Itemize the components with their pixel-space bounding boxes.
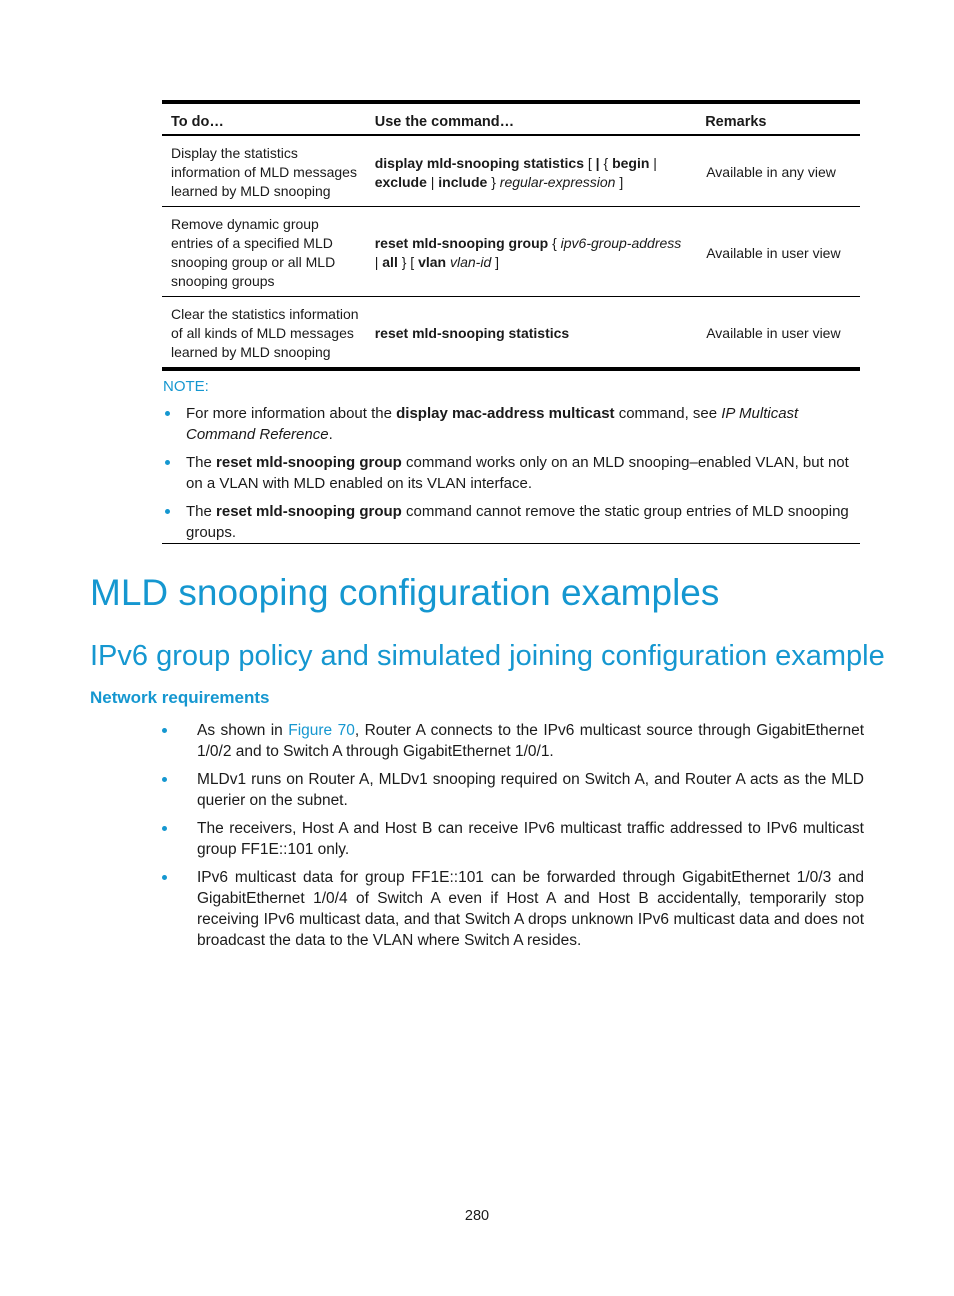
table-header-row [162, 102, 860, 135]
subsection-heading: IPv6 group policy and simulated joining configuration example [90, 640, 885, 672]
bullet-icon [162, 728, 167, 733]
note-item [162, 452, 860, 494]
note-command: display mac-address multicast [396, 405, 615, 422]
requirement-item [162, 867, 864, 951]
bullet-icon [165, 509, 170, 514]
command-syntax: | [426, 173, 439, 190]
note-item [162, 403, 860, 445]
todo-cell: Display the statistics information of MLD messages learned by MLD snooping [162, 135, 366, 207]
note-text: command, see [614, 405, 722, 422]
note-text: The [186, 503, 217, 520]
note-command: reset mld-snooping group [216, 454, 402, 471]
todo-cell: Clear the statistics information of all kinds of MLD messages learned by MLD snooping [162, 297, 366, 370]
command-argument: vlan-id [449, 254, 492, 270]
command-syntax: } [487, 173, 500, 190]
figure-link[interactable]: Figure 70 [288, 722, 355, 739]
command-syntax: [ [584, 154, 596, 171]
table-row [162, 135, 860, 207]
column-header-todo: To do… [162, 102, 366, 135]
command-keyword: exclude [374, 173, 427, 190]
section-heading: MLD snooping configuration examples [90, 572, 720, 613]
requirement-text: IPv6 multicast data for group FF1E::101 can be forwarded through GigabitEthernet 1/0/3 and GigabitEthernet 1/0/4 of Switch A even if Host A and Host B accidentally, temporarily stop receiving IPv6 multicast data, and that Switch A drops unknown IPv6 multicast data and does not broadcast the data to the VLAN where Switch A resides. [197, 869, 864, 949]
command-cell [366, 135, 696, 207]
command-keyword: begin [612, 154, 650, 171]
column-header-remarks: Remarks [696, 102, 860, 135]
todo-cell: Remove dynamic group entries of a specified MLD snooping group or all MLD snooping groups [162, 207, 366, 297]
command-syntax: | [649, 154, 657, 171]
requirement-text: , Router A connects to the IPv6 multicast source through GigabitEthernet 1/0/2 and to Switch A through GigabitEthernet 1/0/1. [197, 722, 865, 760]
table-row [162, 207, 860, 297]
command-syntax: ] [491, 254, 500, 270]
bullet-icon [162, 777, 167, 782]
command-syntax: { [548, 235, 561, 251]
note-reference: IP Multicast Command Reference [186, 405, 799, 443]
bullet-icon [165, 411, 170, 416]
command-keyword: vlan [418, 254, 447, 270]
command-keyword: display mld-snooping statistics [374, 154, 584, 171]
command-table [162, 100, 860, 371]
note-text: For more information about the [186, 405, 397, 422]
command-keyword: reset mld-snooping statistics [374, 325, 570, 341]
note-text: command works only on an MLD snooping–enabled VLAN, but not on a VLAN with MLD enabled on its VLAN interface. [186, 454, 849, 492]
page-number: 280 [464, 1208, 490, 1224]
table-row [162, 297, 860, 370]
note-item [162, 501, 860, 543]
requirement-text: As shown in [197, 722, 289, 739]
note-list [162, 403, 860, 543]
requirement-text: MLDv1 runs on Router A, MLDv1 snooping required on Switch A, and Router A acts as the MLD querier on the subnet. [197, 771, 864, 809]
command-cell [366, 207, 696, 297]
note-title: NOTE: [163, 378, 209, 395]
note-text: The [186, 454, 217, 471]
remarks-cell: Available in user view [696, 297, 860, 370]
command-keyword: | [595, 154, 600, 171]
requirements-list [162, 720, 864, 958]
remarks-cell: Available in any view [696, 135, 860, 207]
remarks-cell: Available in user view [696, 207, 860, 297]
bullet-icon [165, 460, 170, 465]
requirements-heading: Network requirements [90, 688, 270, 707]
column-header-command: Use the command… [366, 102, 696, 135]
command-syntax: ] [615, 173, 624, 190]
note-box [162, 370, 860, 544]
command-keyword: include [438, 173, 488, 190]
command-keyword: reset mld-snooping group [374, 235, 549, 251]
command-syntax: } [ [397, 254, 419, 270]
command-argument: regular-expression [499, 173, 616, 190]
note-command: reset mld-snooping group [216, 503, 402, 520]
command-cell [366, 297, 696, 370]
bullet-icon [162, 826, 167, 831]
note-text: command cannot remove the static group entries of MLD snooping groups. [186, 503, 849, 541]
command-syntax: | [374, 254, 383, 270]
note-text: . [328, 426, 333, 443]
command-keyword: all [382, 254, 398, 270]
command-syntax: { [599, 154, 613, 171]
bullet-icon [162, 875, 167, 880]
requirement-item [162, 769, 864, 811]
requirement-item [162, 720, 864, 762]
requirement-item [162, 818, 864, 860]
requirement-text: The receivers, Host A and Host B can receive IPv6 multicast traffic addressed to IPv6 multicast group FF1E::101 only. [197, 820, 864, 858]
command-argument: ipv6-group-address [560, 235, 682, 251]
